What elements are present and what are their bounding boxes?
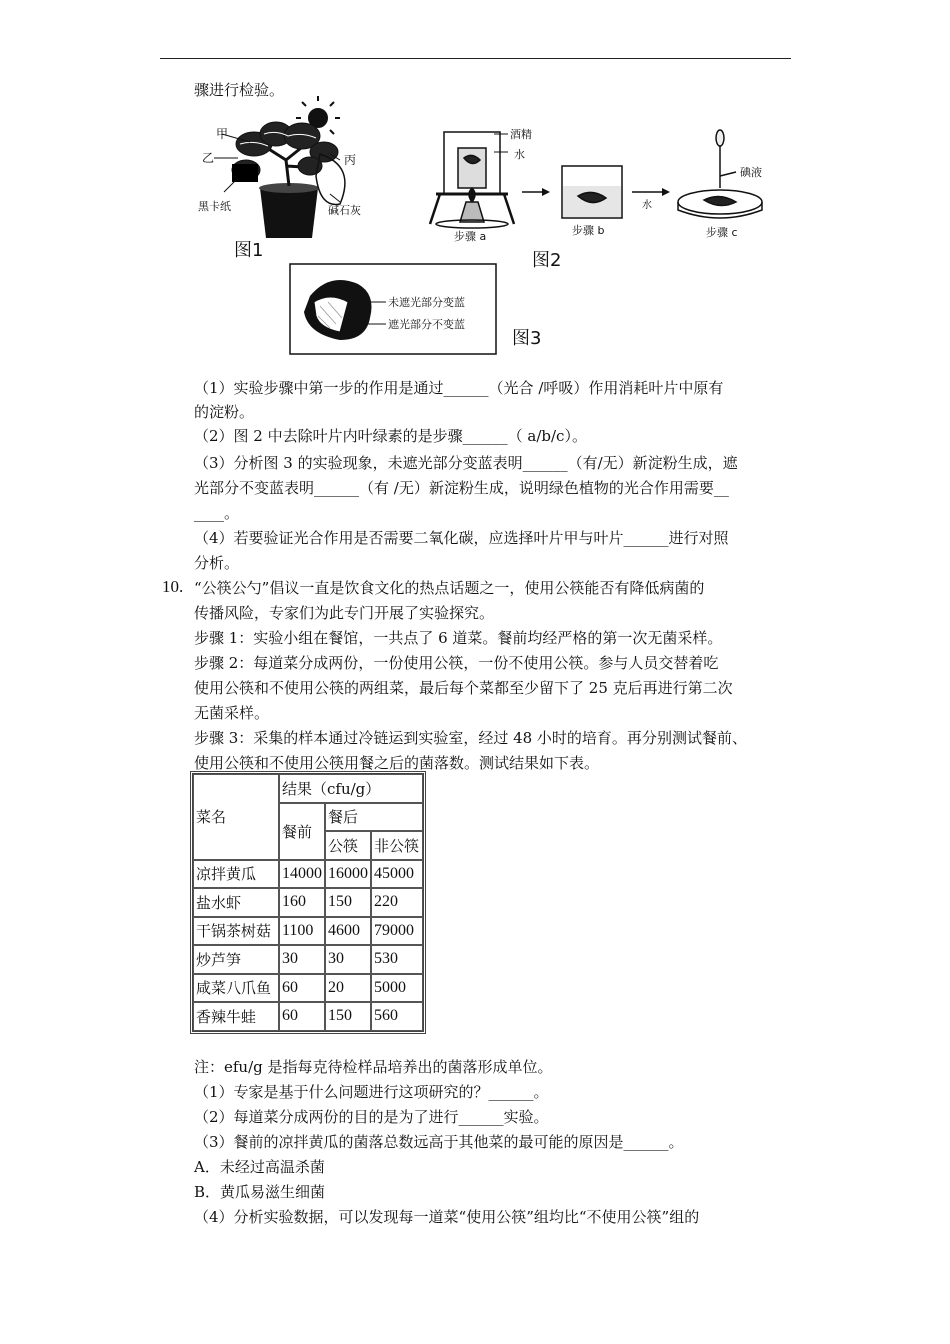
label-arrow-water: 水 [642,200,652,211]
q9-sub4-line2: 分析。 [194,554,240,572]
figure-3-caption: 图3 [512,328,542,349]
table-row [193,917,423,946]
cell-public: 150 [325,1002,371,1031]
q10-stem-line2: 传播风险，专家们为此专门开展了实验探究。 [194,604,495,622]
cell-nonpublic: 560 [371,1002,423,1031]
cell-dish: 凉拌黄瓜 [193,860,279,889]
header-result: 结果（cfu/g） [279,774,423,803]
figure-1-plant [198,96,361,261]
q9-sub3-line3: ____。 [194,504,240,522]
cell-nonpublic: 220 [371,888,423,917]
cell-public: 30 [325,945,371,974]
q10-option-b: B．黄瓜易滋生细菌 [194,1183,326,1201]
step-b-beaker [562,166,622,218]
table-row [193,888,423,917]
label-step-b: 步骤 b [572,224,605,237]
cell-dish: 盐水虾 [193,888,279,917]
intro-line: 骤进行检验。 [194,81,285,99]
header-after: 餐后 [325,803,423,832]
cell-dish: 香辣牛蛙 [193,1002,279,1031]
label-unshaded: 未遮光部分变蓝 [388,296,465,309]
q10-step2-line3: 无菌采样。 [194,704,270,722]
q10-step3-line2: 使用公筷和不使用公筷用餐之后的菌落数。测试结果如下表。 [194,754,600,772]
cell-nonpublic: 5000 [371,974,423,1003]
q10-step3-line1: 步骤 3：采集的样本通过冷链运到实验室，经过 48 小时的培育。再分别测试餐前、 [194,729,747,747]
header-dish: 菜名 [193,774,279,860]
cell-before: 14000 [279,860,325,889]
cell-nonpublic: 45000 [371,860,423,889]
cell-dish: 干锅茶树菇 [193,917,279,946]
q10-sub3: （3）餐前的凉拌黄瓜的菌落总数远高于其他菜的最可能的原因是______。 [194,1133,684,1151]
q10-option-a: A．未经过高温杀菌 [194,1158,325,1176]
cell-before: 60 [279,974,325,1003]
cell-public: 16000 [325,860,371,889]
label-jia: 甲 [216,127,229,141]
figure-1-caption: 图1 [234,240,264,261]
label-yi: 乙 [202,151,215,165]
q10-step2-line1: 步骤 2：每道菜分成两份，一份使用公筷，一份不使用公筷。参与人员交替着吃 [194,654,719,672]
header-before: 餐前 [279,803,325,860]
q10-step2-line2: 使用公筷和不使用公筷的两组菜，最后每个菜都至少留下了 25 克后再进行第二次 [194,679,733,697]
q10-stem-line1: “公筷公勺”倡议一直是饮食文化的热点话题之一，使用公筷能否有降低病菌的 [194,579,705,597]
label-step-c: 步骤 c [706,226,738,239]
q9-sub2: （2）图 2 中去除叶片内叶绿素的是步骤______（ a/b/c）。 [194,427,587,445]
q9-sub4-line1: （4）若要验证光合作用是否需要二氧化碳，应选择叶片甲与叶片______进行对照 [194,529,729,547]
header-rule [160,58,791,59]
header-public: 公筷 [325,831,371,860]
cell-before: 30 [279,945,325,974]
cell-before: 60 [279,1002,325,1031]
q9-sub3-line1: （3）分析图 3 的实验现象，未遮光部分变蓝表明______（有/无）新淀粉生成，遮 [194,454,738,472]
table-row [193,945,423,974]
header-nonpublic: 非公筷 [371,831,423,860]
cell-dish: 炒芦笋 [193,945,279,974]
table-row [193,860,423,889]
q9-sub1-line1: （1）实验步骤中第一步的作用是通过______（光合 /呼吸）作用消耗叶片中原有 [194,379,724,397]
label-black-card: 黑卡纸 [198,200,231,213]
q10-note: 注：efu/g 是指每克待检样品培养出的菌落形成单位。 [194,1058,553,1076]
flower-pot [260,188,318,238]
cell-dish: 咸菜八爪鱼 [193,974,279,1003]
cell-before: 1100 [279,917,325,946]
q10-sub2: （2）每道菜分成两份的目的是为了进行______实验。 [194,1108,549,1126]
figure-2-steps [430,127,762,271]
results-table [190,771,426,1034]
cell-public: 4600 [325,917,371,946]
cell-nonpublic: 79000 [371,917,423,946]
cell-public: 150 [325,888,371,917]
experiment-figures [180,96,800,368]
q10-sub4: （4）分析实验数据，可以发现每一道菜“使用公筷”组均比“不使用公筷”组的 [194,1208,700,1226]
cell-before: 160 [279,888,325,917]
table-row [193,1002,423,1031]
figure-3-leaf [290,264,541,354]
label-bing: 丙 [344,153,357,167]
cell-public: 20 [325,974,371,1003]
cell-nonpublic: 530 [371,945,423,974]
table-row [193,974,423,1003]
q10-sub1: （1）专家是基于什么问题进行这项研究的？______。 [194,1083,549,1101]
black-card [232,164,258,182]
step-a-apparatus [430,132,514,228]
label-alcohol: 酒精 [510,128,532,141]
q9-sub1-line2: 的淀粉。 [194,403,255,421]
label-step-a: 步骤 a [454,230,487,243]
figure-2-caption: 图2 [532,250,562,271]
label-iodine: 碘液 [740,166,762,179]
q9-sub3-line2: 光部分不变蓝表明______（有 /无）新淀粉生成，说明绿色植物的光合作用需要__ [194,479,729,497]
q10-step1: 步骤 1：实验小组在餐馆，一共点了 6 道菜。餐前均经严格的第一次无菌采样。 [194,629,723,647]
label-water: 水 [514,148,525,161]
q10-number: 10. [162,577,184,596]
label-soda-lime: 碱石灰 [328,204,361,217]
label-shaded: 遮光部分不变蓝 [388,318,465,331]
